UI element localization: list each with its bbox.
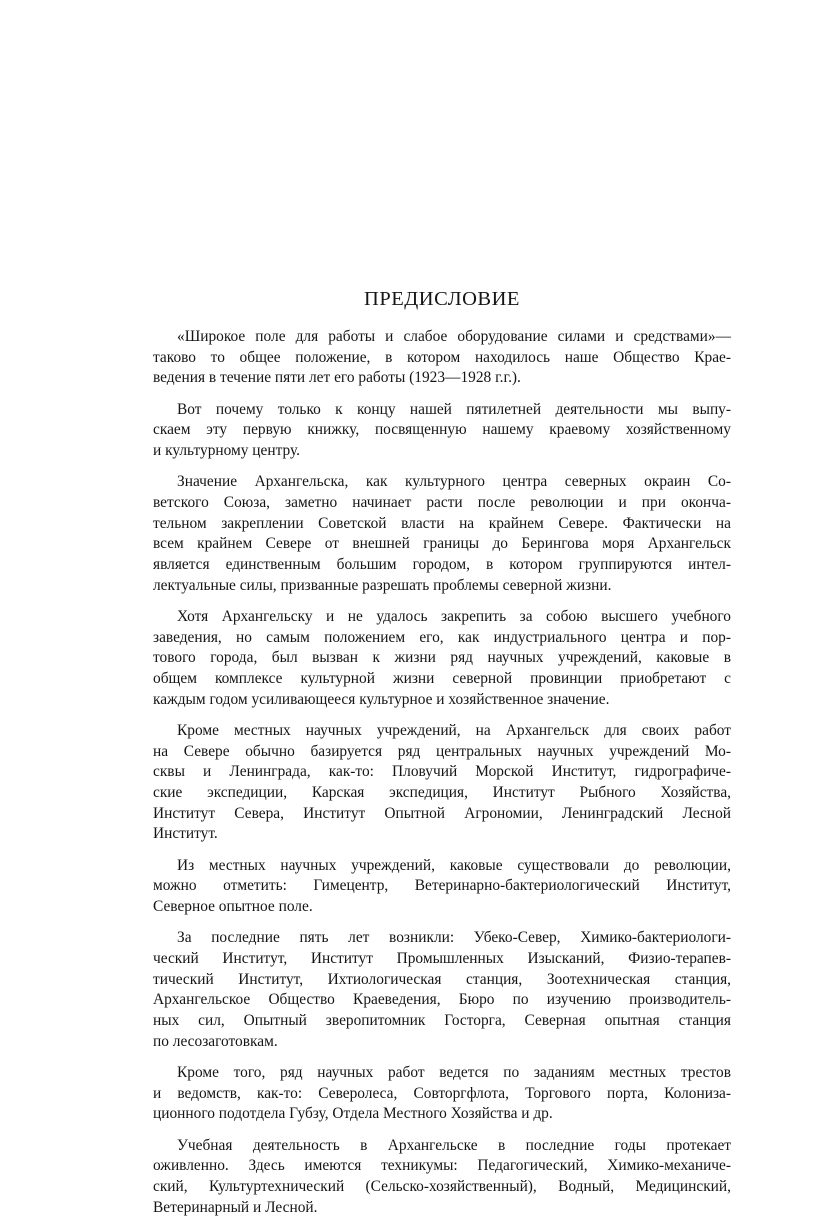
text-line: таково то общее положение, в котором находилось наше Общество Крае- xyxy=(153,348,731,366)
text-line: заведения, но самым положением его, как индустриального центра и пор- xyxy=(153,628,731,646)
text-line: и культурному центру. xyxy=(153,442,301,460)
paragraph-2 xyxy=(153,400,731,462)
text-line: ские экспедиции, Карская экспедиция, Институт Рыбного Хозяйства, xyxy=(153,784,731,802)
text-line: Институт. xyxy=(153,825,218,843)
text-line: Вот почему только к концу нашей пятилетней деятельности мы выпу- xyxy=(177,400,731,418)
text-line: тический Институт, Ихтиологическая станция, Зоотехническая станция, xyxy=(153,970,731,988)
text-line: ных сил, Опытный зверопитомник Госторга, Северная опытная станция xyxy=(153,1012,731,1030)
paragraph-6 xyxy=(153,856,731,918)
text-line: ветского Союза, заметно начинает расти после революции и при оконча- xyxy=(153,493,731,511)
text-line: оживленно. Здесь имеются техникумы: Педагогический, Химико-механиче- xyxy=(153,1157,731,1175)
paragraph-7 xyxy=(153,928,731,1052)
page-content xyxy=(153,288,731,1229)
text-line: Хотя Архангельску и не удалось закрепить за собою высшего учебного xyxy=(177,607,731,625)
paragraph-9 xyxy=(153,1136,731,1219)
text-line: Значение Архангельска, как культурного центра северных окраин Со- xyxy=(177,473,731,491)
page-title: ПРЕДИСЛОВИЕ xyxy=(364,288,520,310)
text-line: Ветеринарный и Лесной. xyxy=(153,1198,318,1216)
text-line: тельном закреплении Советской власти на крайнем Севере. Фактически на xyxy=(153,514,731,532)
text-line: лектуальные силы, призванные разрешать проблемы северной жизни. xyxy=(153,576,612,594)
text-line: ский, Культуртехнический (Сельско-хозяйственный), Водный, Медицинский, xyxy=(153,1178,731,1196)
text-line: можно отметить: Гимецентр, Ветеринарно-бактериологический Институт, xyxy=(153,877,731,895)
text-line: Архангельское Общество Краеведения, Бюро по изучению производитель- xyxy=(153,991,731,1009)
text-line: является единственным большим городом, в котором группируются интел- xyxy=(153,556,731,574)
text-line: ционного подотдела Губзу, Отдела Местного Хозяйства и др. xyxy=(153,1105,553,1123)
paragraph-8 xyxy=(153,1063,731,1125)
paragraph-4 xyxy=(153,607,731,711)
text-line: ческий Институт, Институт Промышленных Изысканий, Физио-терапев- xyxy=(153,949,731,967)
text-line: «Широкое поле для работы и слабое оборудование силами и средствами»— xyxy=(177,328,731,345)
paragraph-5 xyxy=(153,721,731,845)
text-line: Учебная деятельность в Архангельске в последние годы протекает xyxy=(177,1136,731,1154)
paragraph-1 xyxy=(153,327,731,389)
paragraph-3 xyxy=(153,472,731,596)
text-line: сквы и Ленинграда, как-то: Пловучий Морской Институт, гидрографиче- xyxy=(153,763,731,781)
text-line: общем комплексе культурной жизни северной провинции приобретают с xyxy=(153,670,731,688)
text-line: Кроме местных научных учреждений, на Архангельск для своих работ xyxy=(177,721,731,739)
text-line: Кроме того, ряд научных работ ведется по заданиям местных трестов xyxy=(177,1064,731,1081)
text-line: на Севере обычно базируется ряд центральных научных учреждений Мо- xyxy=(153,742,731,760)
text-line: скаем эту первую книжку, посвященную нашему краевому хозяйственному xyxy=(153,421,731,439)
text-line: тового города, был вызван к жизни ряд научных учреждений, каковые в xyxy=(153,649,731,667)
text-line: За последние пять лет возникли: Убеко-Север, Химико-бактериологи- xyxy=(177,929,731,947)
text-line: Северное опытное поле. xyxy=(153,898,313,916)
text-line: и ведомств, как-то: Северолеса, Совторгфлота, Торгового порта, Колониза- xyxy=(153,1084,731,1102)
text-line: ведения в течение пяти лет его работы (1923—1928 г.г.). xyxy=(153,369,521,387)
text-line: Из местных научных учреждений, каковые существовали до революции, xyxy=(177,856,731,874)
text-line: Институт Севера, Институт Опытной Агрономии, Ленинградский Лесной xyxy=(153,804,731,822)
text-line: всем крайнем Севере от внешней границы до Берингова моря Архангельск xyxy=(153,535,731,553)
text-line: по лесозаготовкам. xyxy=(153,1032,278,1050)
text-line: каждым годом усиливающееся культурное и хозяйственное значение. xyxy=(153,690,610,708)
